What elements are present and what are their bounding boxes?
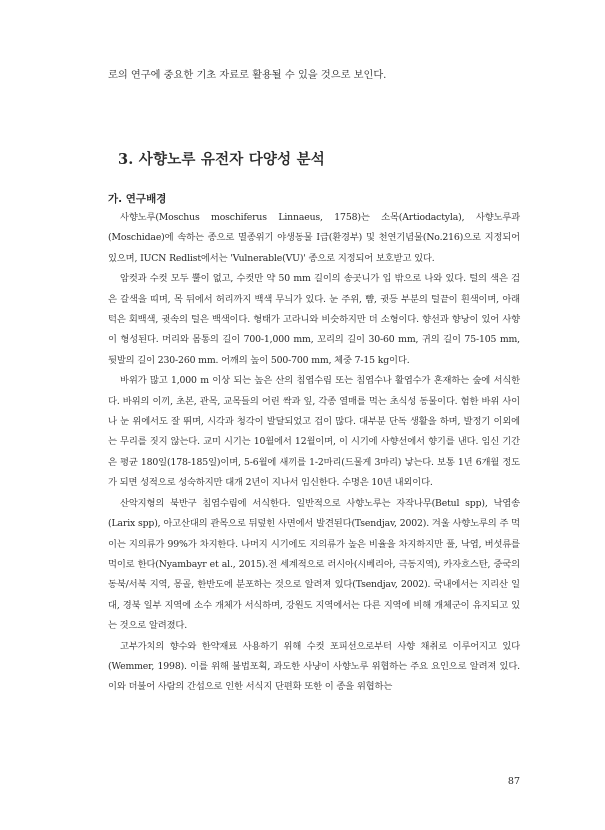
lead-text: 로의 연구에 중요한 기초 자료로 활용될 수 있을 것으로 보인다. [108,70,387,81]
subsection-title: 가. 연구배경 [108,193,167,205]
paragraph-distribution: 산악지형의 북반구 침엽수림에 서식한다. 일반적으로 사향노루는 자작나무(Betul spp), 낙엽송(Larix spp), 아고산대의 관목으로 뒤덮힌 사면에서 발견된다(Tsendjav, 2002). 겨울 사향노루의 주 먹이는 지의류가 99%가 차지한다. 나머지 시기에도 지의류가 높은 비율을 차지하지만 풀, 낙엽, 버섯류를 먹이로 한다(Nyambayr et al., 2015).전 세계적으로 러시아(시베리아, 극동지역), 카자흐스탄, 중국의 동북/서북 지역, 몽골, 한반도에 분포하는 것으로 알려져 있다(Tsendjav, 2002). 국내에서는 지리산 일대, 경북 일부 지역에 소수 개체가 서식하며, 강원도 지역에서는 다른 지역에 비해 개체군이 유지되고 있는 것으로 알려졌다. [108,497,520,632]
paragraph-classification: 사향노루(Moschus moschiferus Linnaeus, 1758)는 소목(Artiodactyla), 사향노루과(Moschidae)에 속하는 종으로 멸종위기 야생동물 I급(환경부) 및 천연기념물(No.216)으로 지정되어 있으며, IUCN Redlist에서는 'Vulnerable(VU)' 종으로 지정되어 보호받고 있다. [108,212,520,264]
page-number: 87 [507,776,520,787]
paragraph-morphology: 암컷과 수컷 모두 뿔이 없고, 수컷만 약 50 mm 길이의 송곳니가 입 밖으로 나와 있다. 털의 색은 검은 갈색을 띠며, 목 뒤에서 허리까지 백색 무늬가 있다. 눈 주위, 뺨, 귓등 부분의 털끝이 흰색이며, 아래턱은 회백색, 귓속의 털은 백색이다. 형태가 고라니와 비슷하지만 더 소형이다. 향선과 향낭이 있어 사향이 형성된다. 머리와 몸통의 길이 700-1,000 mm, 꼬리의 길이 30-60 mm, 귀의 길이 75-105 mm, 뒷발의 길이 230-260 mm. 어깨의 높이 500-700 mm, 체중 7-15 kg이다. [108,273,520,366]
section-body [108,208,520,698]
paragraph-threats: 고부가치의 향수와 한약재료 사용하기 위해 수컷 포피선으로부터 사향 채취로 이루어지고 있다(Wemmer, 1998). 이를 위해 불법포획, 과도한 사냥이 사향노루 위협하는 주요 요인으로 알려져 있다. 이와 더불어 사람의 간섭으로 인한 서식지 단편화 또한 이 종을 위협하는 [108,640,520,693]
paragraph-ecology: 바위가 많고 1,000 m 이상 되는 높은 산의 침엽수림 또는 침엽수나 활엽수가 혼재하는 숲에 서식한다. 바위의 이끼, 초본, 관목, 교목들의 어린 싹과 잎, 각종 열매를 먹는 초식성 동물이다. 험한 바위 사이나 눈 위에서도 잘 뛰며, 시각과 청각이 발달되었고 겁이 많다. 대부분 단독 생활을 하며, 발정기 이외에는 무리를 짓지 않는다. 교미 시기는 10월에서 12월이며, 이 시기에 사향선에서 향기를 낸다. 임신 기간은 평균 180일(178-185일)이며, 5-6월에 새끼를 1-2마리(드물게 3마리) 낳는다. 보통 1년 6개월 정도가 되면 성적으로 성숙하지만 대개 2년이 지나서 임신한다. 수명은 10년 내외이다. [108,375,520,489]
section-title: 3. 사향노루 유전자 다양성 분석 [118,151,326,168]
